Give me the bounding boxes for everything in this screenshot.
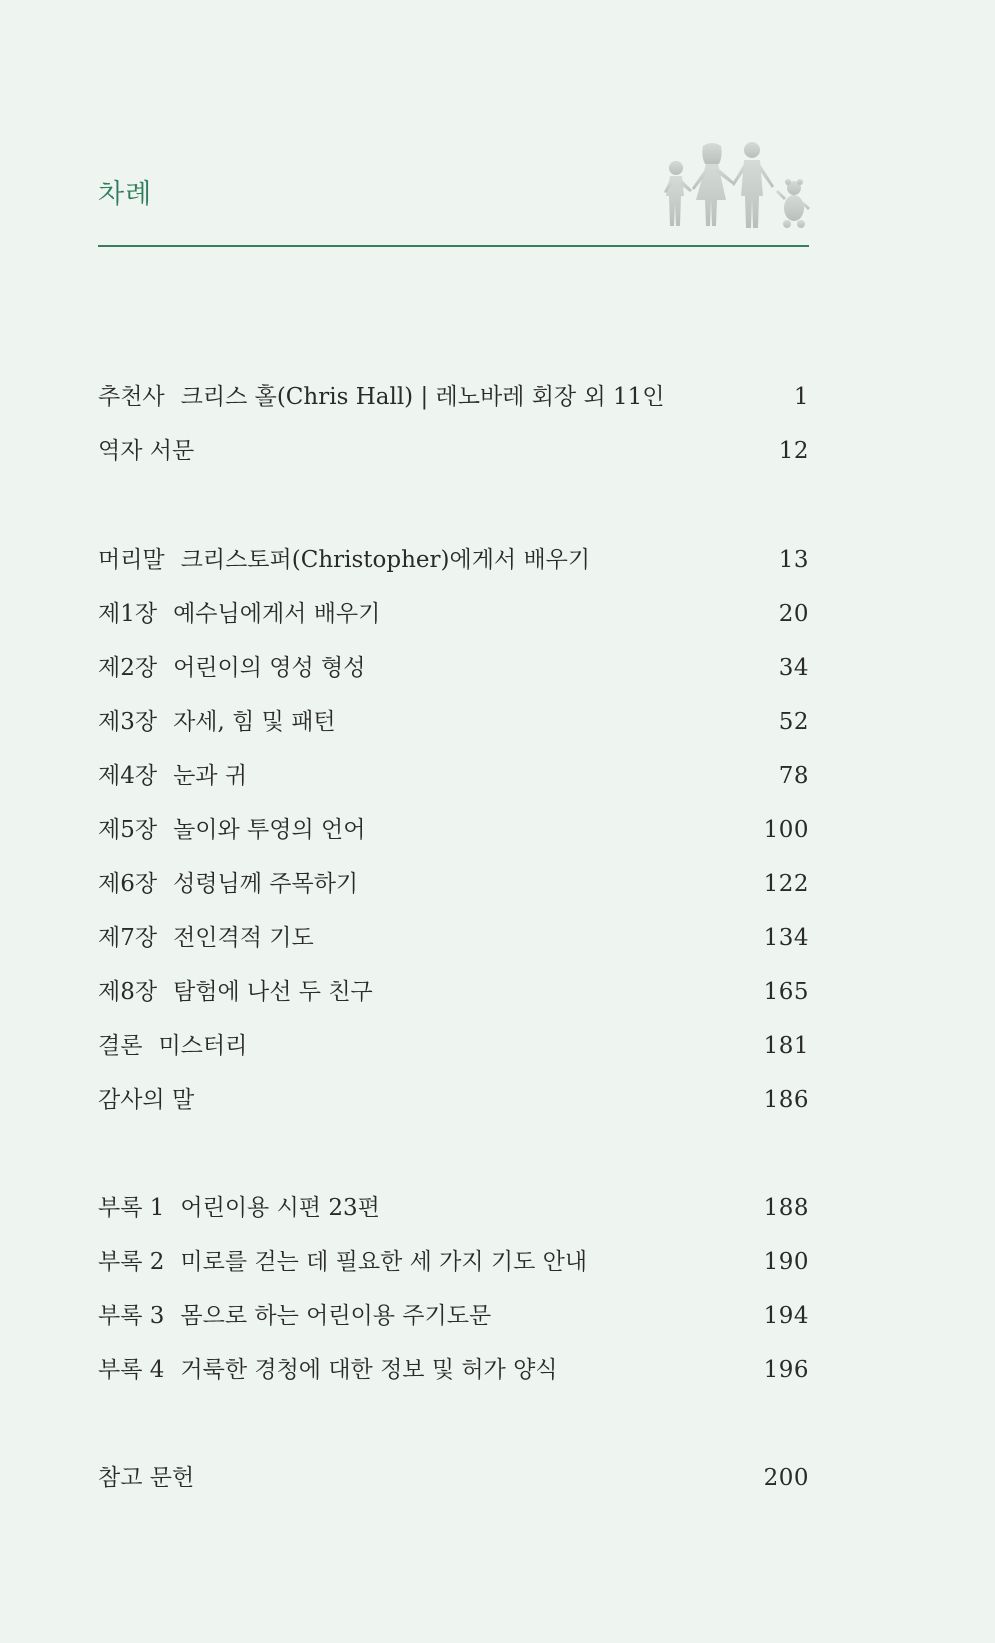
toc-entry-page-number: 100 xyxy=(763,817,809,843)
toc-entry-title: 성령님께 주목하기 xyxy=(173,871,359,897)
toc-entry[interactable] xyxy=(98,702,809,742)
toc-entry-label: 제4장 xyxy=(98,763,158,789)
toc-entry[interactable] xyxy=(98,1350,809,1390)
toc-entry-label: 제3장 xyxy=(98,709,158,735)
toc-entry[interactable] xyxy=(98,1026,809,1066)
toc-entry-title: 눈과 귀 xyxy=(173,763,248,789)
toc-entry-label: 제5장 xyxy=(98,817,158,843)
toc-entry-label: 부록 3 xyxy=(98,1303,165,1329)
toc-entry-title: 미스터리 xyxy=(158,1033,248,1059)
toc-entry-page-number: 12 xyxy=(778,438,809,464)
toc-entry[interactable] xyxy=(98,810,809,850)
toc-entry-label: 추천사 xyxy=(98,384,165,410)
page-title: 차례 xyxy=(98,179,153,210)
toc-entry-label: 부록 1 xyxy=(98,1195,165,1221)
toc-entry-page-number: 34 xyxy=(778,655,809,681)
toc-entry-page-number: 196 xyxy=(763,1357,809,1383)
toc-entry-label: 제2장 xyxy=(98,655,158,681)
toc-entry-page-number: 194 xyxy=(763,1303,809,1329)
toc-entry-title: 놀이와 투영의 언어 xyxy=(173,817,366,843)
toc-entry-label: 감사의 말 xyxy=(98,1087,195,1113)
toc-entry-page-number: 200 xyxy=(763,1465,809,1491)
toc-entry[interactable] xyxy=(98,594,809,634)
toc-entry[interactable] xyxy=(98,377,809,417)
toc-entry[interactable] xyxy=(98,756,809,796)
toc-entry-label: 참고 문헌 xyxy=(98,1465,195,1491)
toc-entry-title: 거룩한 경청에 대한 정보 및 허가 양식 xyxy=(180,1357,558,1383)
toc-entry[interactable] xyxy=(98,1458,809,1498)
toc-entry-page-number: 78 xyxy=(778,763,809,789)
toc-entry-title: 어린이용 시편 23편 xyxy=(180,1195,380,1221)
toc-entry-title: 자세, 힘 및 패턴 xyxy=(173,709,336,735)
toc-entry-title: 전인격적 기도 xyxy=(173,925,314,951)
toc-entry-label: 제7장 xyxy=(98,925,158,951)
family-silhouette-icon xyxy=(660,138,815,238)
toc-entry[interactable] xyxy=(98,1080,809,1120)
toc-entry[interactable] xyxy=(98,972,809,1012)
toc-entry-title: 크리스토퍼(Christopher)에게서 배우기 xyxy=(180,547,591,573)
toc-entry-page-number: 1 xyxy=(793,384,809,410)
toc-entry-title: 크리스 홀(Chris Hall) | 레노바레 회장 외 11인 xyxy=(180,384,665,410)
toc-entry-label: 제8장 xyxy=(98,979,158,1005)
toc-entry-page-number: 190 xyxy=(763,1249,809,1275)
toc-entry-label: 결론 xyxy=(98,1033,143,1059)
toc-entry[interactable] xyxy=(98,1188,809,1228)
toc-entry-page-number: 13 xyxy=(778,547,809,573)
toc-entry-page-number: 186 xyxy=(763,1087,809,1113)
toc-entry-page-number: 52 xyxy=(778,709,809,735)
toc-entry-title: 탐험에 나선 두 친구 xyxy=(173,979,373,1005)
toc-entry[interactable] xyxy=(98,1296,809,1336)
toc-entry-label: 부록 2 xyxy=(98,1249,165,1275)
toc-entry[interactable] xyxy=(98,648,809,688)
toc-entry-title: 몸으로 하는 어린이용 주기도문 xyxy=(180,1303,492,1329)
toc-entry[interactable] xyxy=(98,918,809,958)
header-divider xyxy=(98,245,809,247)
toc-entry-page-number: 181 xyxy=(763,1033,809,1059)
toc-entry-label: 제6장 xyxy=(98,871,158,897)
toc-entry-label: 역자 서문 xyxy=(98,438,195,464)
toc-entry-label: 제1장 xyxy=(98,601,158,627)
toc-entry-title: 어린이의 영성 형성 xyxy=(173,655,366,681)
toc-entry-page-number: 165 xyxy=(763,979,809,1005)
toc-entry[interactable] xyxy=(98,1242,809,1282)
toc-entry-page-number: 20 xyxy=(778,601,809,627)
toc-entry[interactable] xyxy=(98,864,809,904)
toc-entry[interactable] xyxy=(98,540,809,580)
toc-entry-title: 예수님에게서 배우기 xyxy=(173,601,381,627)
toc-entry-page-number: 188 xyxy=(763,1195,809,1221)
toc-entry-label: 부록 4 xyxy=(98,1357,165,1383)
toc-entry-page-number: 134 xyxy=(763,925,809,951)
toc-entry-label: 머리말 xyxy=(98,547,165,573)
toc-entry[interactable] xyxy=(98,431,809,471)
toc-entry-page-number: 122 xyxy=(763,871,809,897)
toc-entry-title: 미로를 걷는 데 필요한 세 가지 기도 안내 xyxy=(180,1249,588,1275)
